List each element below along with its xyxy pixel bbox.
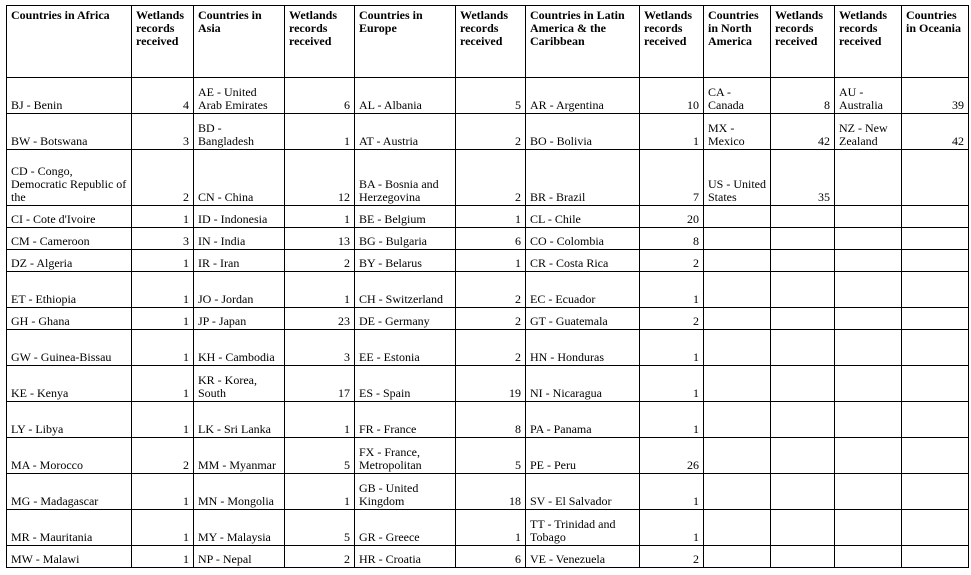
table-cell-count: 8: [456, 402, 526, 438]
table-cell-country: CD - Congo, Democratic Republic of the: [7, 150, 132, 206]
table-cell-country: ET - Ethiopia: [7, 272, 132, 308]
table-cell-count: 6: [285, 78, 355, 114]
table-row: [7, 228, 969, 250]
table-cell-count: 2: [640, 308, 704, 330]
table-cell-country: CN - China: [194, 150, 285, 206]
table-cell-country: NZ - New Zealand: [835, 114, 902, 150]
header-countries-oceania: Countries in Oceania: [902, 6, 969, 78]
table-cell-country: BE - Belgium: [355, 206, 456, 228]
table-cell-count: 1: [132, 206, 194, 228]
table-cell-country: PA - Panama: [526, 402, 640, 438]
table-row: [7, 510, 969, 546]
table-cell-count: 2: [640, 546, 704, 568]
table-cell-country: GR - Greece: [355, 510, 456, 546]
table-cell-country: [835, 330, 902, 366]
table-header-row: [7, 6, 969, 78]
table-cell-count: 26: [640, 438, 704, 474]
table-cell-count: 1: [285, 272, 355, 308]
table-cell-count: 42: [771, 114, 835, 150]
table-cell-count: 1: [132, 402, 194, 438]
header-countries-africa: Countries in Africa: [7, 6, 132, 78]
table-cell-country: AR - Argentina: [526, 78, 640, 114]
table-cell-country: [704, 330, 771, 366]
table-cell-count: [771, 250, 835, 272]
table-cell-count: 42: [902, 114, 969, 150]
header-wetlands-latin-america: Wetlands records received: [640, 6, 704, 78]
table-cell-count: [771, 402, 835, 438]
table-row: [7, 78, 969, 114]
table-cell-country: MM - Myanmar: [194, 438, 285, 474]
table-cell-country: [835, 228, 902, 250]
table-cell-count: 8: [771, 78, 835, 114]
table-cell-count: [902, 330, 969, 366]
table-cell-count: 6: [456, 228, 526, 250]
table-cell-count: 1: [285, 402, 355, 438]
table-cell-country: [704, 308, 771, 330]
table-cell-count: 2: [285, 250, 355, 272]
table-cell-country: [704, 206, 771, 228]
table-cell-count: 2: [640, 250, 704, 272]
table-cell-count: 1: [132, 308, 194, 330]
table-cell-count: 23: [285, 308, 355, 330]
table-row: [7, 546, 969, 568]
table-cell-country: MA - Morocco: [7, 438, 132, 474]
table-cell-country: ID - Indonesia: [194, 206, 285, 228]
table-row: [7, 272, 969, 308]
table-body: [7, 78, 969, 568]
table-cell-count: 1: [640, 114, 704, 150]
table-cell-count: 1: [132, 510, 194, 546]
table-cell-country: JO - Jordan: [194, 272, 285, 308]
table-cell-country: BJ - Benin: [7, 78, 132, 114]
table-cell-country: [704, 510, 771, 546]
table-cell-country: [704, 228, 771, 250]
table-cell-count: 3: [132, 228, 194, 250]
table-row: [7, 206, 969, 228]
table-cell-country: MG - Madagascar: [7, 474, 132, 510]
table-cell-count: 7: [640, 150, 704, 206]
table-cell-count: 19: [456, 366, 526, 402]
table-cell-country: BA - Bosnia and Herzegovina: [355, 150, 456, 206]
table-cell-country: IR - Iran: [194, 250, 285, 272]
table-row: [7, 114, 969, 150]
table-cell-count: 1: [132, 330, 194, 366]
table-cell-country: LK - Sri Lanka: [194, 402, 285, 438]
table-cell-count: 1: [640, 272, 704, 308]
table-cell-country: BD - Bangladesh: [194, 114, 285, 150]
header-countries-asia: Countries in Asia: [194, 6, 285, 78]
table-cell-count: 13: [285, 228, 355, 250]
table-cell-count: 20: [640, 206, 704, 228]
table-cell-count: 3: [132, 114, 194, 150]
table-cell-country: BY - Belarus: [355, 250, 456, 272]
table-cell-count: [902, 366, 969, 402]
table-cell-country: GT - Guatemala: [526, 308, 640, 330]
table-cell-country: [835, 366, 902, 402]
table-cell-country: GH - Ghana: [7, 308, 132, 330]
table-cell-count: 1: [285, 474, 355, 510]
table-cell-country: GW - Guinea-Bissau: [7, 330, 132, 366]
table-cell-count: [771, 366, 835, 402]
table-cell-count: 18: [456, 474, 526, 510]
table-cell-count: 4: [132, 78, 194, 114]
table-cell-count: 1: [285, 206, 355, 228]
table-row: [7, 474, 969, 510]
table-cell-count: [902, 308, 969, 330]
table-row: [7, 402, 969, 438]
table-cell-country: [835, 272, 902, 308]
table-cell-count: [902, 402, 969, 438]
table-cell-count: 1: [132, 546, 194, 568]
table-cell-count: [771, 228, 835, 250]
table-cell-count: 5: [285, 510, 355, 546]
table-cell-count: [771, 546, 835, 568]
table-cell-country: [704, 474, 771, 510]
table-cell-country: [835, 250, 902, 272]
table-cell-count: [902, 250, 969, 272]
table-cell-country: [704, 272, 771, 308]
table-cell-count: 5: [456, 438, 526, 474]
table-cell-country: SV - El Salvador: [526, 474, 640, 510]
table-cell-count: 8: [640, 228, 704, 250]
table-cell-country: GB - United Kingdom: [355, 474, 456, 510]
table-cell-country: [835, 510, 902, 546]
table-cell-country: [835, 402, 902, 438]
header-wetlands-north-america: Wetlands records received: [771, 6, 835, 78]
table-cell-country: CI - Cote d'Ivoire: [7, 206, 132, 228]
table-row: [7, 438, 969, 474]
table-cell-count: 1: [640, 330, 704, 366]
table-cell-country: [704, 250, 771, 272]
table-cell-count: 1: [456, 250, 526, 272]
table-cell-count: 2: [456, 114, 526, 150]
table-cell-count: [902, 546, 969, 568]
table-cell-country: CL - Chile: [526, 206, 640, 228]
table-cell-country: BW - Botswana: [7, 114, 132, 150]
table-cell-count: 39: [902, 78, 969, 114]
table-cell-count: [771, 510, 835, 546]
table-cell-country: DE - Germany: [355, 308, 456, 330]
table-row: [7, 366, 969, 402]
table-cell-country: CA - Canada: [704, 78, 771, 114]
table-cell-country: LY - Libya: [7, 402, 132, 438]
table-cell-count: 2: [456, 330, 526, 366]
table-cell-country: BO - Bolivia: [526, 114, 640, 150]
table-cell-country: [835, 308, 902, 330]
table-cell-count: 1: [456, 510, 526, 546]
header-wetlands-africa: Wetlands records received: [132, 6, 194, 78]
table-cell-count: 2: [285, 546, 355, 568]
table-cell-count: [902, 228, 969, 250]
table-cell-count: 1: [640, 474, 704, 510]
table-cell-count: 10: [640, 78, 704, 114]
table-cell-count: [902, 438, 969, 474]
table-cell-count: 2: [456, 150, 526, 206]
table-cell-country: AE - United Arab Emirates: [194, 78, 285, 114]
table-cell-country: AU - Australia: [835, 78, 902, 114]
table-cell-count: 1: [640, 402, 704, 438]
table-cell-country: KR - Korea, South: [194, 366, 285, 402]
table-cell-count: [902, 510, 969, 546]
table-cell-count: 17: [285, 366, 355, 402]
table-cell-count: 1: [132, 366, 194, 402]
table-cell-count: 2: [456, 272, 526, 308]
table-cell-count: 1: [456, 206, 526, 228]
table-cell-country: NI - Nicaragua: [526, 366, 640, 402]
table-cell-count: [771, 308, 835, 330]
table-row: [7, 308, 969, 330]
table-cell-country: [704, 438, 771, 474]
table-cell-country: FX - France, Metropolitan: [355, 438, 456, 474]
table-cell-count: [902, 474, 969, 510]
table-cell-count: [902, 206, 969, 228]
table-row: [7, 330, 969, 366]
table-cell-country: JP - Japan: [194, 308, 285, 330]
table-row: [7, 150, 969, 206]
table-cell-country: AT - Austria: [355, 114, 456, 150]
table-cell-country: [704, 546, 771, 568]
table-cell-count: [902, 150, 969, 206]
table-cell-country: ES - Spain: [355, 366, 456, 402]
header-countries-latin-america: Countries in Latin America & the Caribbean: [526, 6, 640, 78]
table-cell-count: [771, 438, 835, 474]
table-cell-country: KH - Cambodia: [194, 330, 285, 366]
table-cell-country: VE - Venezuela: [526, 546, 640, 568]
table-cell-count: 2: [456, 308, 526, 330]
table-cell-country: [835, 474, 902, 510]
table-row: [7, 250, 969, 272]
header-countries-north-america: Countries in North America: [704, 6, 771, 78]
table-cell-count: 2: [132, 438, 194, 474]
table-cell-country: CM - Cameroon: [7, 228, 132, 250]
table-cell-country: EE - Estonia: [355, 330, 456, 366]
table-cell-country: CR - Costa Rica: [526, 250, 640, 272]
table-cell-country: US - United States: [704, 150, 771, 206]
header-wetlands-europe: Wetlands records received: [456, 6, 526, 78]
table-cell-country: [835, 546, 902, 568]
table-cell-count: 1: [132, 272, 194, 308]
table-cell-count: 5: [285, 438, 355, 474]
table-cell-country: DZ - Algeria: [7, 250, 132, 272]
table-cell-country: MX - Mexico: [704, 114, 771, 150]
table-cell-count: 1: [640, 510, 704, 546]
table-cell-country: CO - Colombia: [526, 228, 640, 250]
table-cell-country: [704, 402, 771, 438]
table-cell-count: [771, 330, 835, 366]
table-cell-country: TT - Trinidad and Tobago: [526, 510, 640, 546]
table-cell-country: [835, 150, 902, 206]
header-wetlands-asia: Wetlands records received: [285, 6, 355, 78]
table-cell-country: CH - Switzerland: [355, 272, 456, 308]
table-cell-count: [771, 474, 835, 510]
table-cell-country: PE - Peru: [526, 438, 640, 474]
wetlands-records-table: [6, 5, 969, 568]
table-cell-count: [902, 272, 969, 308]
header-countries-europe: Countries in Europe: [355, 6, 456, 78]
table-cell-country: NP - Nepal: [194, 546, 285, 568]
table-cell-count: [771, 272, 835, 308]
table-cell-country: AL - Albania: [355, 78, 456, 114]
table-cell-country: [704, 366, 771, 402]
table-cell-country: [835, 438, 902, 474]
table-cell-country: HR - Croatia: [355, 546, 456, 568]
table-cell-country: MY - Malaysia: [194, 510, 285, 546]
table-cell-count: 1: [132, 250, 194, 272]
table-cell-country: BR - Brazil: [526, 150, 640, 206]
table-cell-country: [835, 206, 902, 228]
table-cell-country: MW - Malawi: [7, 546, 132, 568]
table-cell-count: 2: [132, 150, 194, 206]
table-cell-country: MR - Mauritania: [7, 510, 132, 546]
table-cell-count: [771, 206, 835, 228]
table-cell-count: 1: [132, 474, 194, 510]
table-cell-country: FR - France: [355, 402, 456, 438]
table-cell-count: 6: [456, 546, 526, 568]
header-wetlands-oceania: Wetlands records received: [835, 6, 902, 78]
table-cell-country: IN - India: [194, 228, 285, 250]
table-cell-count: 35: [771, 150, 835, 206]
table-cell-count: 1: [640, 366, 704, 402]
table-cell-count: 1: [285, 114, 355, 150]
table-cell-country: EC - Ecuador: [526, 272, 640, 308]
table-cell-country: MN - Mongolia: [194, 474, 285, 510]
table-cell-country: BG - Bulgaria: [355, 228, 456, 250]
table-cell-country: HN - Honduras: [526, 330, 640, 366]
table-cell-count: 5: [456, 78, 526, 114]
table-cell-count: 3: [285, 330, 355, 366]
table-cell-count: 12: [285, 150, 355, 206]
table-cell-country: KE - Kenya: [7, 366, 132, 402]
